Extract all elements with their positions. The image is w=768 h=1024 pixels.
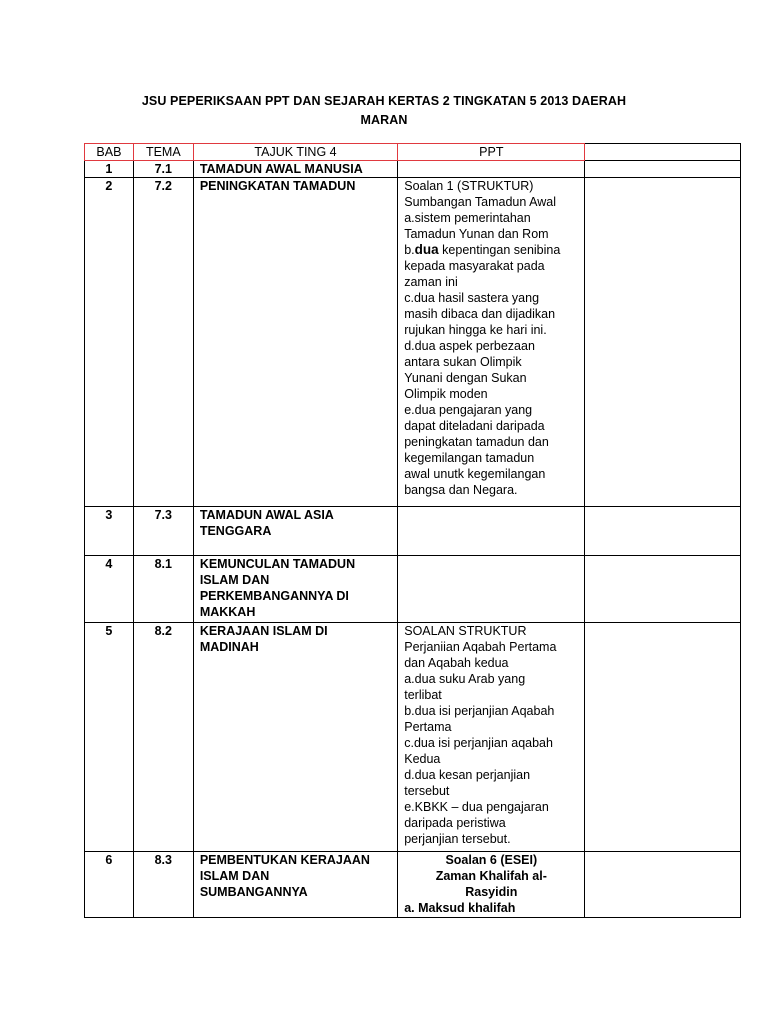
ppt-line: Zaman Khalifah al- <box>435 869 547 883</box>
cell-bab: 2 <box>85 178 134 507</box>
table-row <box>85 178 741 507</box>
ppt-line: Kedua <box>404 752 441 766</box>
tajuk-line: MADINAH <box>199 640 259 654</box>
document-title <box>84 92 684 130</box>
header-tema: TEMA <box>133 144 193 161</box>
cell-ppt <box>398 178 585 507</box>
ppt-line: perjanjian tersebut. <box>404 832 511 846</box>
cell-tema: 7.1 <box>133 161 193 178</box>
ppt-line: d.dua aspek perbezaan <box>404 339 535 353</box>
ppt-line: kepada masyarakat pada <box>404 259 545 273</box>
cell-tajuk <box>193 507 397 556</box>
cell-tema: 7.3 <box>133 507 193 556</box>
table-row <box>85 161 741 178</box>
ppt-line: masih dibaca dan dijadikan <box>404 307 556 321</box>
cell-ppt <box>398 161 585 178</box>
ppt-line: a. Maksud khalifah <box>404 901 516 915</box>
ppt-line: d.dua kesan perjanjian <box>404 768 531 782</box>
tajuk-line: TENGGARA <box>199 524 272 538</box>
cell-bab: 1 <box>85 161 134 178</box>
cell-tajuk <box>193 161 397 178</box>
header-ppt: PPT <box>398 144 585 161</box>
cell-extra <box>585 852 741 918</box>
cell-bab: 5 <box>85 623 134 852</box>
ppt-line: a.sistem pemerintahan <box>404 211 531 225</box>
ppt-line: a.dua suku Arab yang <box>404 672 526 686</box>
ppt-line: Tamadun Yunan dan Rom <box>404 227 549 241</box>
cell-extra <box>585 507 741 556</box>
tajuk-line: ISLAM DAN <box>199 869 270 883</box>
cell-tajuk <box>193 623 397 852</box>
table-row <box>85 852 741 918</box>
ppt-line: e.KBKK – dua pengajaran <box>404 800 549 814</box>
ppt-line: kegemilangan tamadun <box>404 451 535 465</box>
tajuk-line: PERKEMBANGANNYA DI <box>199 589 349 603</box>
cell-extra <box>585 161 741 178</box>
ppt-line: Perjaniian Aqabah Pertama <box>404 640 557 654</box>
cell-tajuk <box>193 556 397 623</box>
ppt-fragment: kepentingan senibina <box>438 243 561 257</box>
ppt-line: Soalan 6 (ESEI) <box>445 853 538 867</box>
tajuk-line: KEMUNCULAN TAMADUN <box>199 557 356 571</box>
table-header-row <box>85 144 741 161</box>
cell-bab: 6 <box>85 852 134 918</box>
cell-tajuk <box>193 178 397 507</box>
cell-ppt <box>398 507 585 556</box>
jsu-table <box>84 143 741 918</box>
ppt-line: Soalan 1 (STRUKTUR) <box>404 179 534 193</box>
cell-tajuk <box>193 852 397 918</box>
ppt-line: Pertama <box>404 720 452 734</box>
cell-ppt <box>398 556 585 623</box>
cell-extra <box>585 178 741 507</box>
ppt-line: daripada peristiwa <box>404 816 506 830</box>
ppt-line: peningkatan tamadun dan <box>404 435 549 449</box>
cell-tema: 8.3 <box>133 852 193 918</box>
tajuk-line: PEMBENTUKAN KERAJAAN <box>199 853 370 867</box>
cell-bab: 3 <box>85 507 134 556</box>
ppt-line: Rasyidin <box>465 885 518 899</box>
ppt-line: antara sukan Olimpik <box>404 355 522 369</box>
cell-tema: 8.2 <box>133 623 193 852</box>
document-title-line-1: JSU PEPERIKSAAN PPT DAN SEJARAH KERTAS 2 TINGKATAN 5 2013 DAERAH <box>141 94 627 108</box>
ppt-line: zaman ini <box>404 275 458 289</box>
ppt-line: c.dua hasil sastera yang <box>404 291 540 305</box>
ppt-line: bangsa dan Negara. <box>404 483 518 497</box>
ppt-line: c.dua isi perjanjian aqabah <box>404 736 553 750</box>
cell-ppt <box>398 852 585 918</box>
table-row <box>85 623 741 852</box>
ppt-line: awal unutk kegemilangan <box>404 467 546 481</box>
ppt-line: terlibat <box>404 688 442 702</box>
ppt-line: e.dua pengajaran yang <box>404 403 533 417</box>
tajuk-line: SUMBANGANNYA <box>199 885 308 899</box>
ppt-line: tersebut <box>404 784 450 798</box>
header-bab: BAB <box>85 144 134 161</box>
cell-tema: 7.2 <box>133 178 193 507</box>
cell-extra <box>585 623 741 852</box>
cell-bab: 4 <box>85 556 134 623</box>
ppt-line: Yunani dengan Sukan <box>404 371 527 385</box>
ppt-line: dan Aqabah kedua <box>404 656 509 670</box>
document-title-line-2: MARAN <box>360 113 408 127</box>
cell-ppt <box>398 623 585 852</box>
header-tajuk: TAJUK TING 4 <box>193 144 397 161</box>
ppt-line: rujukan hingga ke hari ini. <box>404 323 547 337</box>
tajuk-line: ISLAM DAN <box>199 573 270 587</box>
ppt-line: SOALAN STRUKTUR <box>404 624 527 638</box>
tajuk-line: PENINGKATAN TAMADUN <box>199 179 356 193</box>
ppt-line <box>404 242 578 258</box>
ppt-line: Sumbangan Tamadun Awal <box>404 195 556 209</box>
tajuk-line: MAKKAH <box>199 605 256 619</box>
ppt-line: b.dua isi perjanjian Aqabah <box>404 704 555 718</box>
ppt-fragment: b. <box>404 243 415 257</box>
table-row <box>85 507 741 556</box>
tajuk-line: TAMADUN AWAL MANUSIA <box>199 162 363 176</box>
tajuk-line: TAMADUN AWAL ASIA <box>199 508 334 522</box>
cell-extra <box>585 556 741 623</box>
ppt-line: dapat diteladani daripada <box>404 419 545 433</box>
tajuk-line: KERAJAAN ISLAM DI <box>199 624 328 638</box>
table-row <box>85 556 741 623</box>
header-extra <box>585 144 741 161</box>
cell-tema: 8.1 <box>133 556 193 623</box>
ppt-emphasis: dua <box>414 242 439 257</box>
ppt-line: Olimpik moden <box>404 387 488 401</box>
